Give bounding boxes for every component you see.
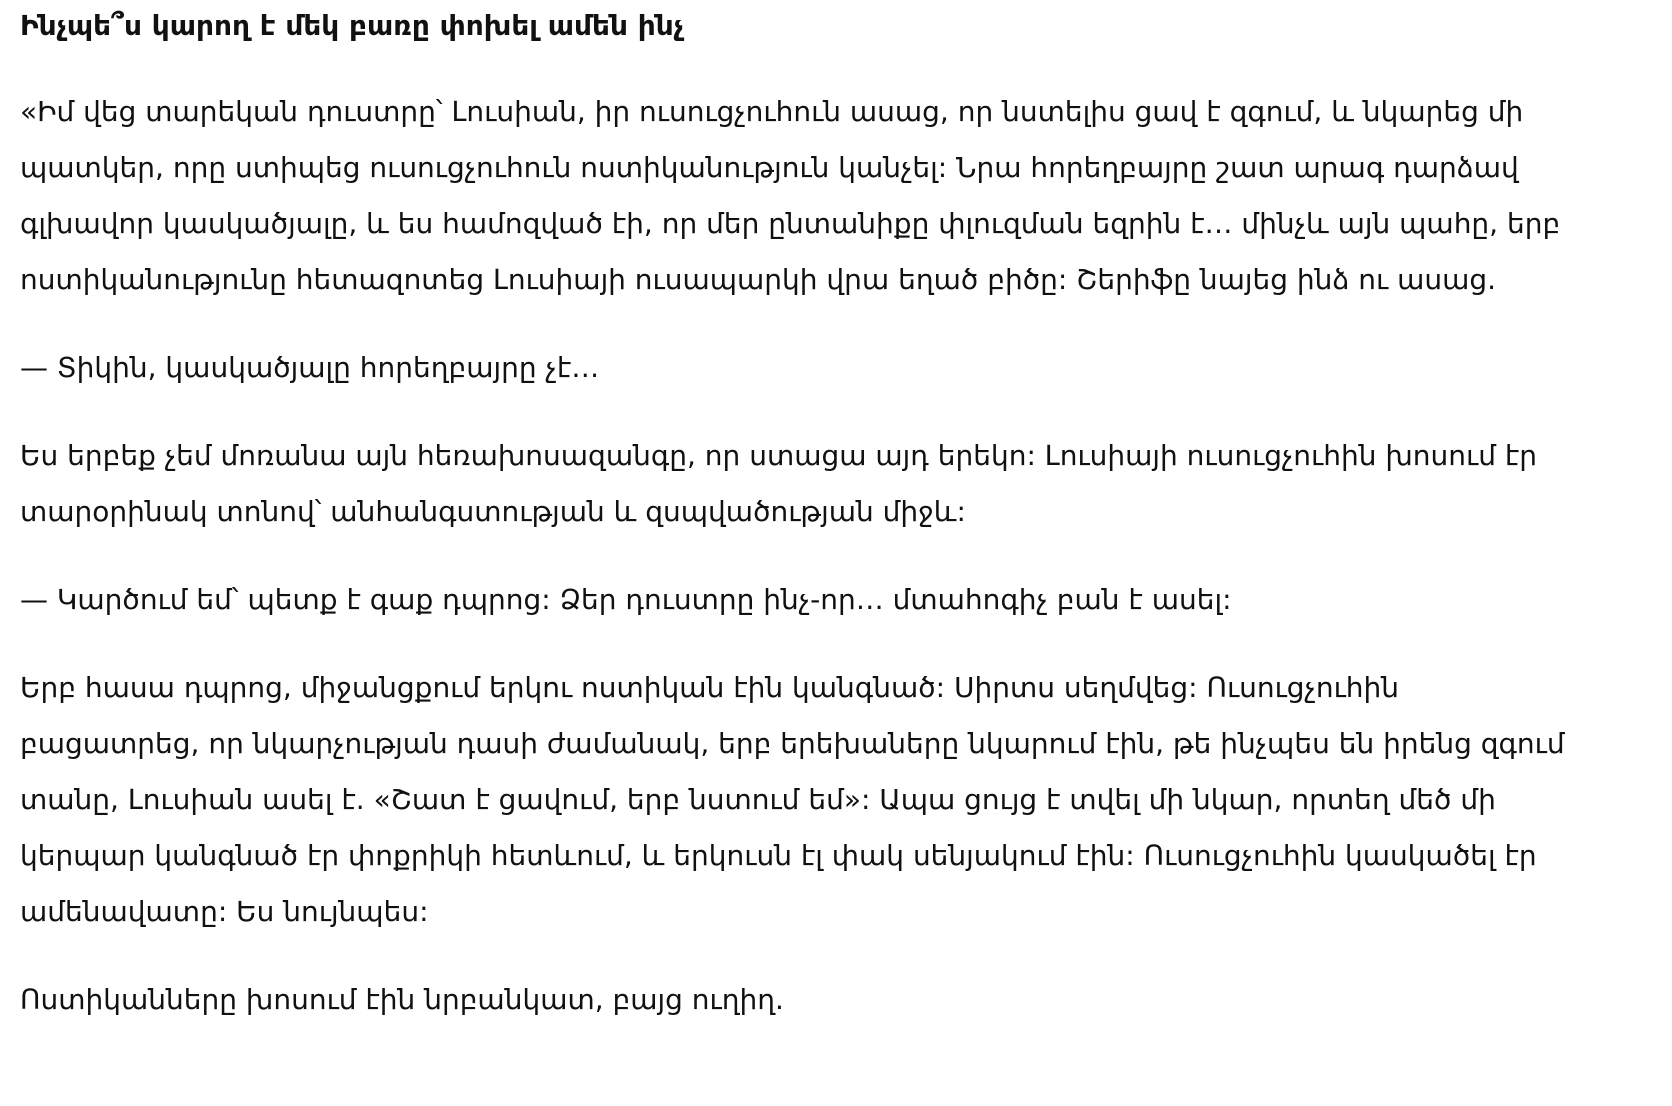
paragraph-5: Երբ հասա դպրոց, միջանցքում երկու ոստիկան էին կանգնած: Սիրտս սեղմվեց: Ուսուցչուհին բացատրեց, որ նկարչության դասի ժամանակ, երբ երեխաները նկարում էին, թե ինչպես են իրենց զգում տանը, Լուսիան ասել է. «Շատ է ցավում, երբ նստում եմ»: Ապա ցույց է տվել մի նկար, որտեղ մեծ մի կերպար կանգնած էր փոքրիկի հետևում, և երկուսն էլ փակ սենյակում էին: Ուսուցչուհին կասկածել էր ամենավատը: Ես նույնպես: (20, 671, 1565, 928)
paragraph-6: Ոստիկանները խոսում էին նրբանկատ, բայց ուղիղ. (20, 983, 784, 1016)
paragraph-1: «Իմ վեց տարեկան դուստրը՝ Լուսիան, իր ուսուցչուհուն ասաց, որ նստելիս ցավ է զգում, և նկարեց մի պատկեր, որը ստիպեց ուսուցչուհուն ոստիկանություն կանչել: Նրա հորեղբայրը շատ արագ դարձավ գլխավոր կասկածյալը, և ես համոզված էի, որ մեր ընտանիքը փլուզման եզրին է… մինչև այն պահը, երբ ոստիկանությունը հետազոտեց Լուսիայի ուսապարկի վրա եղած բիծը: Շերիֆը նայեց ինձ ու ասաց. (20, 95, 1561, 296)
paragraph-3: Ես երբեք չեմ մոռանա այն հեռախոսազանգը, որ ստացա այդ երեկո: Լուսիայի ուսուցչուհին խոսում էր տարօրինակ տոնով՝ անհանգստության և զսպվածության միջև: (20, 439, 1537, 528)
paragraph-4: — Կարծում եմ՝ պետք է գաք դպրոց: Ձեր դուստրը ինչ-որ… մտահոգիչ բան է ասել: (20, 583, 1232, 616)
article (20, 0, 1580, 1028)
paragraph-2: — Տիկին, կասկածյալը հորեղբայրը չէ… (20, 351, 600, 384)
article-title: Ինչպե՞ս կարող է մեկ բառը փոխել ամեն ինչ (20, 9, 684, 42)
